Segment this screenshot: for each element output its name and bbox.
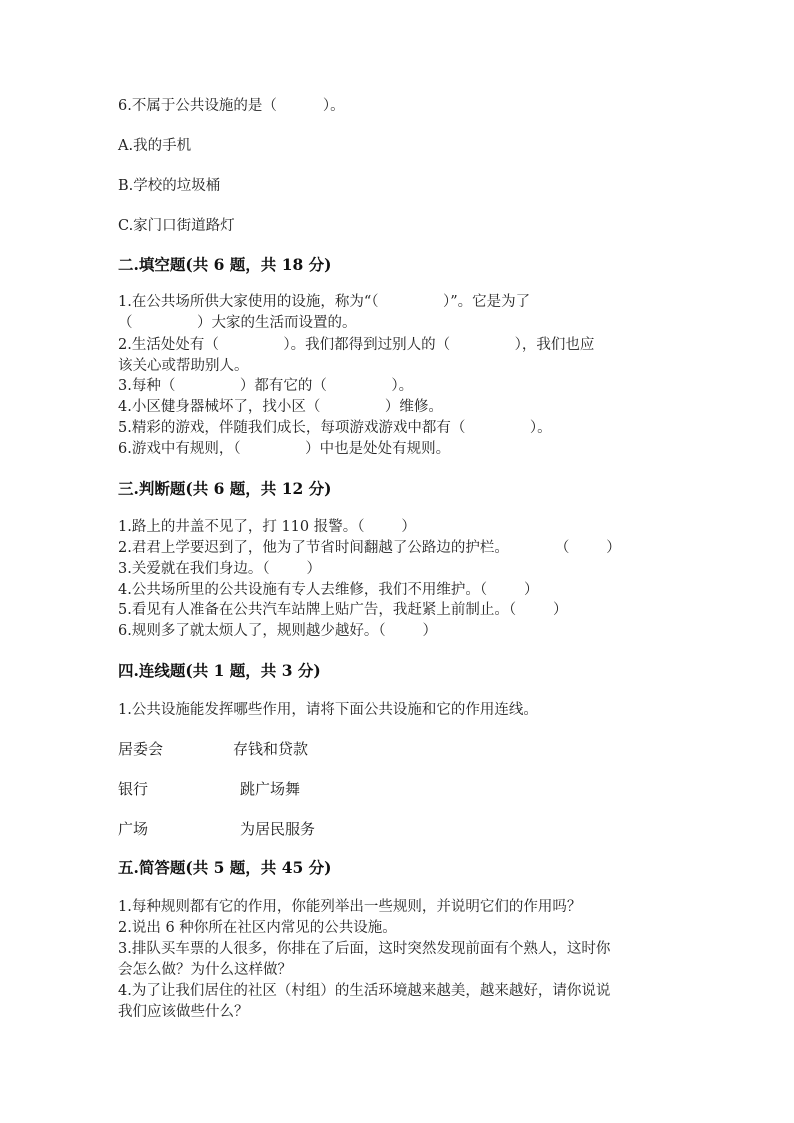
true-false-line: 4.公共场所里的公共设施有专人去维修，我们不用维护。（ ） (118, 582, 539, 598)
fill-in-line: 该关心或帮助别人。 (118, 358, 249, 374)
section-heading-fill-in: 二.填空题(共 6 题，共 18 分) (118, 255, 332, 274)
option-b: B.学校的垃圾桶 (118, 178, 221, 194)
section-heading-short-answer: 五.简答题(共 5 题，共 45 分) (118, 858, 332, 877)
question-6: 6.不属于公共设施的是（ ）。 (118, 98, 345, 114)
short-answer-line: 会怎么做？为什么这样做？ (118, 962, 292, 978)
section-heading-matching: 四.连线题(共 1 题，共 3 分) (118, 661, 321, 680)
true-false-line: 2.君君上学要迟到了，他为了节省时间翻越了公路边的护栏。 （ ） (118, 540, 621, 556)
matching-right-item: 跳广场舞 (240, 780, 301, 798)
matching-left-item: 银行 (118, 780, 149, 798)
true-false-line: 5.看见有人准备在公共汽车站牌上贴广告，我赶紧上前制止。（ ） (118, 602, 568, 618)
fill-in-line: 5.精彩的游戏，伴随我们成长，每项游戏游戏中都有（ ）。 (118, 420, 552, 436)
section-heading-true-false: 三.判断题(共 6 题，共 12 分) (118, 479, 332, 498)
short-answer-line: 2.说出 6 种你所在社区内常见的公共设施。 (118, 920, 397, 936)
option-c: C.家门口街道路灯 (118, 218, 235, 234)
matching-left-item: 居委会 (118, 740, 164, 758)
fill-in-line: 2.生活处处有（ ）。我们都得到过别人的（ ），我们也应 (118, 337, 595, 353)
matching-right-item: 存钱和贷款 (233, 740, 309, 758)
fill-in-line: 6.游戏中有规则，（ ）中也是处处有规则。 (118, 441, 451, 457)
true-false-line: 3.关爱就在我们身边。（ ） (118, 561, 321, 577)
fill-in-line: 1.在公共场所供大家使用的设施，称为“（ ）”。它是为了 (118, 294, 531, 310)
true-false-line: 1.路上的井盖不见了，打 110 报警。（ ） (118, 519, 416, 535)
option-a: A.我的手机 (118, 138, 192, 154)
matching-question: 1.公共设施能发挥哪些作用，请将下面公共设施和它的作用连线。 (118, 702, 538, 718)
fill-in-line: 3.每种（ ）都有它的（ ）。 (118, 378, 414, 394)
short-answer-line: 4.为了让我们居住的社区（村组）的生活环境越来越美，越来越好，请你说说 (118, 983, 611, 999)
matching-left-item: 广场 (118, 820, 149, 838)
fill-in-line: 4.小区健身器械坏了，找小区（ ）维修。 (118, 399, 443, 415)
short-answer-line: 1.每种规则都有它的作用，你能列举出一些规则，并说明它们的作用吗？ (118, 899, 582, 915)
true-false-line: 6.规则多了就太烦人了，规则越少越好。（ ） (118, 623, 437, 639)
matching-right-item: 为居民服务 (240, 820, 316, 838)
short-answer-line: 3.排队买车票的人很多，你排在了后面，这时突然发现前面有个熟人，这时你 (118, 941, 611, 957)
fill-in-line: （ ）大家的生活而设置的。 (118, 315, 357, 331)
short-answer-line: 我们应该做些什么？ (118, 1004, 249, 1020)
